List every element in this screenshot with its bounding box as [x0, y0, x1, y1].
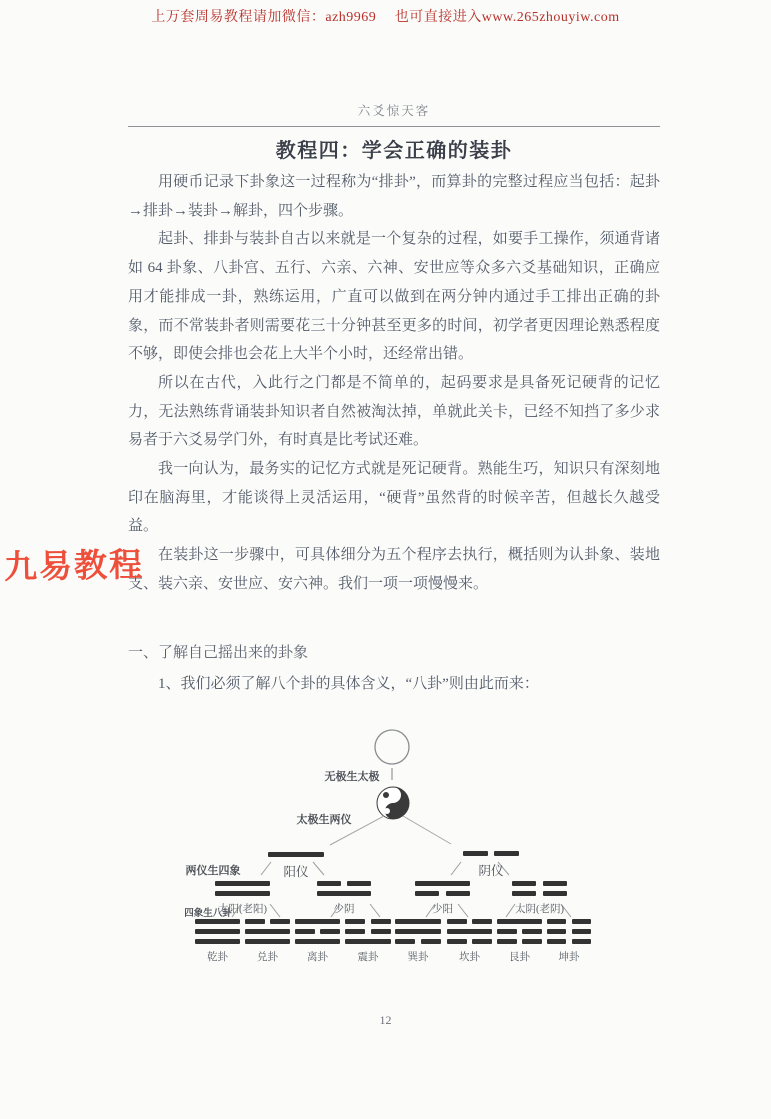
paragraph-2: 起卦、排卦与装卦自古以来就是一个复杂的过程，如要手工操作，须通背诸如 64 卦象、八卦宫、五行、六亲、六神、安世应等众多六爻基础知识，正确应用才能排成一卦，熟练运用，广直可以做到在两分钟内通过手工排出正确的卦象，而不常装卦者则需要花三十分钟甚至更多的时间，初学者更因理论熟悉程度不够，即使会排也会花上大半个小时，还经常出错。 [128, 231, 660, 363]
node-label: 坎卦 [459, 952, 480, 963]
node-label: 艮卦 [509, 952, 530, 963]
paragraph-4: 我一向认为，最务实的记忆方式就是死记硬背。熟能生巧，知识只有深刻地印在脑海里，才能谈得上灵活运用，“硬背”虽然背的时候辛苦，但越长久越受益。 [128, 461, 660, 535]
node-shaoyin [317, 881, 371, 916]
paragraph-1: 用硬币记录下卦象这一过程称为“排卦”，而算卦的完整过程应当包括：起卦→排卦→装卦→解卦，四个步骤。 [128, 174, 660, 219]
list-item-1: 1、我们必须了解八个卦的具体含义，“八卦”则由此而来： [158, 676, 539, 693]
node-label: 少阳 [432, 904, 453, 915]
node-yin-yi [463, 851, 519, 879]
node-label: 巽卦 [407, 952, 429, 963]
watermark: 九易教程 [3, 545, 145, 586]
node-label: 少阴 [333, 904, 355, 915]
node-label: 阴仪 [478, 864, 504, 878]
node-shaoyang [415, 881, 470, 916]
node-yang-yi [268, 852, 324, 880]
promo-banner-text: 上万套周易教程请加微信：azh9969 也可直接进入www.265zhouyiw.com [151, 10, 620, 25]
label-sixiang-to-bagua: 四象生八卦 [184, 909, 232, 919]
running-head: 六爻惊天客 [357, 104, 431, 118]
yang-yi-bars [268, 852, 324, 857]
taiji-icon [377, 787, 409, 819]
node-trigram-kun [547, 919, 591, 964]
page-number: 12 [379, 1013, 392, 1027]
section-heading: 一、了解自己摇出来的卦象 [128, 644, 309, 661]
label-liangyi-to-sixiang: 两仪生四象 [185, 865, 241, 877]
node-label: 坤卦 [558, 952, 580, 963]
node-label: 太阴(老阴) [515, 904, 564, 915]
node-label: 乾卦 [207, 952, 228, 963]
paragraph-5: 在装卦这一步骤中，可具体细分为五个程序去执行，概括则为认卦象、装地支、装六亲、安世应、安六神。我们一项一项慢慢来。 [128, 547, 660, 592]
label-wuji-to-taiji: 无极生太极 [324, 771, 380, 783]
node-taiyang [215, 881, 270, 916]
node-label: 兑卦 [257, 952, 278, 963]
node-label: 太阳(老阳) [218, 904, 267, 915]
wuji-circle-icon [375, 730, 409, 764]
bagua-generation-diagram [140, 712, 640, 980]
page-title: 教程四：学会正确的装卦 [275, 140, 513, 162]
label-taiji-to-liangyi: 太极生两仪 [296, 814, 352, 826]
body-text [128, 168, 660, 699]
node-label: 震卦 [357, 952, 379, 963]
node-label: 离卦 [307, 952, 328, 963]
node-taiyin [512, 881, 567, 916]
header-rule [128, 126, 660, 127]
yin-yi-bars [463, 851, 519, 856]
paragraph-3: 所以在古代，入此行之门都是不简单的，起码要求是具备死记硬背的记忆力，无法熟练背诵装卦知识者自然被淘汰掉，单就此关卡，已经不知挡了多少求易者于六爻易学门外，有时真是比考试还难。 [128, 374, 660, 449]
node-label: 阳仪 [283, 865, 309, 879]
